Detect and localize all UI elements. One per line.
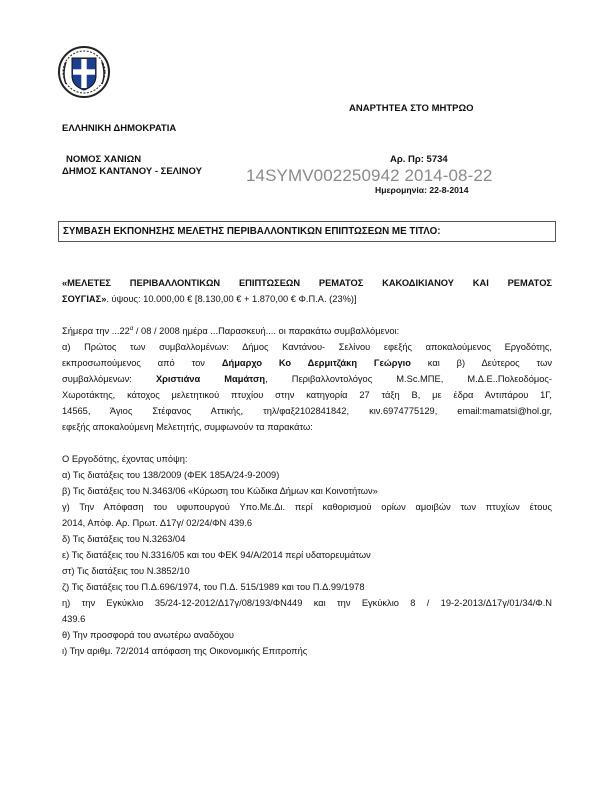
parties-line-3 (62, 371, 552, 387)
consideration-th: θ) Την προσφορά του ανωτέρω αναδόχου (62, 630, 234, 640)
intro-pre: Σήμερα την ...22 (62, 326, 130, 336)
mayor-name: Δήμαρχο Κο Δερμιτζάκη Γεώργιο (221, 358, 411, 368)
greek-emblem-icon (56, 44, 112, 100)
consideration-a: α) Τις διατάξεις του 138/2009 (ΦΕΚ 185Α/24-9-2009) (62, 470, 280, 480)
parties-line-4: Χωροτάκτης, κάτοχος μελετητικού πτυχίου στην κατηγορία 27 τάξη Β, με έδρα Αντιπάρου 1Γ, (62, 390, 552, 400)
protocol-number: Αρ. Πρ: 5734 (390, 154, 448, 165)
considerations-heading: Ο Εργοδότης, έχοντας υπόψη: (62, 454, 188, 464)
intro-post: / 08 / 2008 ημέρα ...Παρασκευή.... οι παρακάτω συμβαλλόμενοι: (133, 326, 400, 336)
document-body (62, 275, 552, 659)
parties-text: και β) Δεύτερος των (410, 358, 552, 368)
consideration-d: δ) Τις διατάξεις του Ν.3263/04 (62, 534, 186, 544)
project-amount: . ύψους: 10.000,00 € [8.130,00 € + 1.870,00 € Φ.Π.Α. (23%)] (106, 294, 357, 304)
consideration-z: ζ) Τις διατάξεις του Π.Δ.696/1974, του Π.Δ. 515/1989 και του Π.Δ.99/1978 (62, 582, 365, 592)
parties-line-5: 14565, Άγιος Στέφανος Αττικής, τηλ/φαξ2102841842, κιν.6974775129, email:mamatsi@hol.gr, (62, 406, 552, 416)
parties-line-2 (62, 355, 552, 371)
consideration-st: στ) Τις διατάξεις του Ν.3852/10 (62, 566, 190, 576)
prefecture-name: ΝΟΜΟΣ ΧΑΝΙΩΝ (66, 154, 142, 165)
publish-notice: ΑΝΑΡΤΗΤΕΑ ΣΤΟ ΜΗΤΡΩΟ (349, 103, 474, 114)
country-name: ΕΛΛΗΝΙΚΗ ΔΗΜΟΚΡΑΤΙΑ (62, 123, 177, 134)
project-title-text: «ΜΕΛΕΤΕΣ ΠΕΡΙΒΑΛΛΟΝΤΙΚΩΝ ΕΠΙΠΤΩΣΕΩΝ ΡΕΜΑΤΟΣ ΚΑΚΟΔΙΚΙΑΝΟΥ ΚΑΙ ΡΕΜΑΤΟΣ (62, 278, 552, 288)
document-date: Ημερομηνία: 22-8-2014 (375, 185, 469, 195)
parties-text: εκπροσωπούμενος από τον (62, 358, 222, 368)
consideration-i: ι) Την αριθμ. 72/2014 απόφαση της Οικονομικής Επιτροπής (62, 646, 308, 656)
consideration-b: β) Τις διατάξεις του Ν.3463/06 «Κύρωση του Κώδικα Δήμων και Κοινοτήτων» (62, 486, 378, 496)
consideration-e: ε) Τις διατάξεις του Ν.3316/05 και του ΦΕΚ 94/Α/2014 περί υδατορευμάτων (62, 550, 371, 560)
consideration-c-line1: γ) Την Απόφαση του υφυπουργού Υπο.Με.Δι. περί καθορισμού ορίων αμοιβών των πτυχίων έτους (62, 502, 552, 512)
consideration-h-line1: η) την Εγκύκλιο 35/24-12-2012/Δ17γ/08/193/ΦΝ449 και την Εγκύκλιο 8 / 19-2-2013/Δ17γ/01/34/Φ.Ν (62, 598, 552, 608)
consultant-name: Χριστιάνα Μαμάτση (155, 374, 266, 384)
consideration-c-line2: 2014, Απόφ. Αρ. Πρωτ. Δ17γ/ 02/24/ΦΝ 439.6 (62, 518, 253, 528)
parties-line-6: εφεξής αποκαλούμενη Μελετητής, συμφωνούν τα παρακάτω: (62, 422, 313, 432)
intro-sup: α (129, 325, 134, 332)
intro-line (62, 323, 552, 339)
parties-text: , Περιβαλλοντολόγος M.Sc.ΜΠΕ, Μ.Δ.Ε..Πολεοδόμος- (265, 374, 552, 384)
contract-title-box: ΣΥΜΒΑΣΗ ΕΚΠΟΝΗΣΗΣ ΜΕΛΕΤΗΣ ΠΕΡΙΒΑΛΛΟΝΤΙΚΩΝ ΕΠΙΠΤΩΣΕΩΝ ΜΕ ΤΙΤΛΟ: (58, 221, 556, 242)
registry-stamp: 14SYMV002250942 2014-08-22 (246, 166, 493, 185)
parties-line-1: α) Πρώτος των συμβαλλομένων: Δήμος Καντάνου- Σελίνου εφεξής αποκαλούμενος Εργοδότης, (62, 342, 552, 352)
parties-text: συμβαλλόμενων: (62, 374, 156, 384)
project-title-end: ΣΟΥΓΙΑΣ» (62, 294, 107, 304)
consideration-h-line2: 439.6 (62, 614, 86, 624)
project-title-line2 (62, 291, 552, 307)
project-title-line1 (62, 275, 552, 291)
municipality-name: ΔΗΜΟΣ ΚΑΝΤΑΝΟΥ - ΣΕΛΙΝΟΥ (62, 166, 202, 177)
